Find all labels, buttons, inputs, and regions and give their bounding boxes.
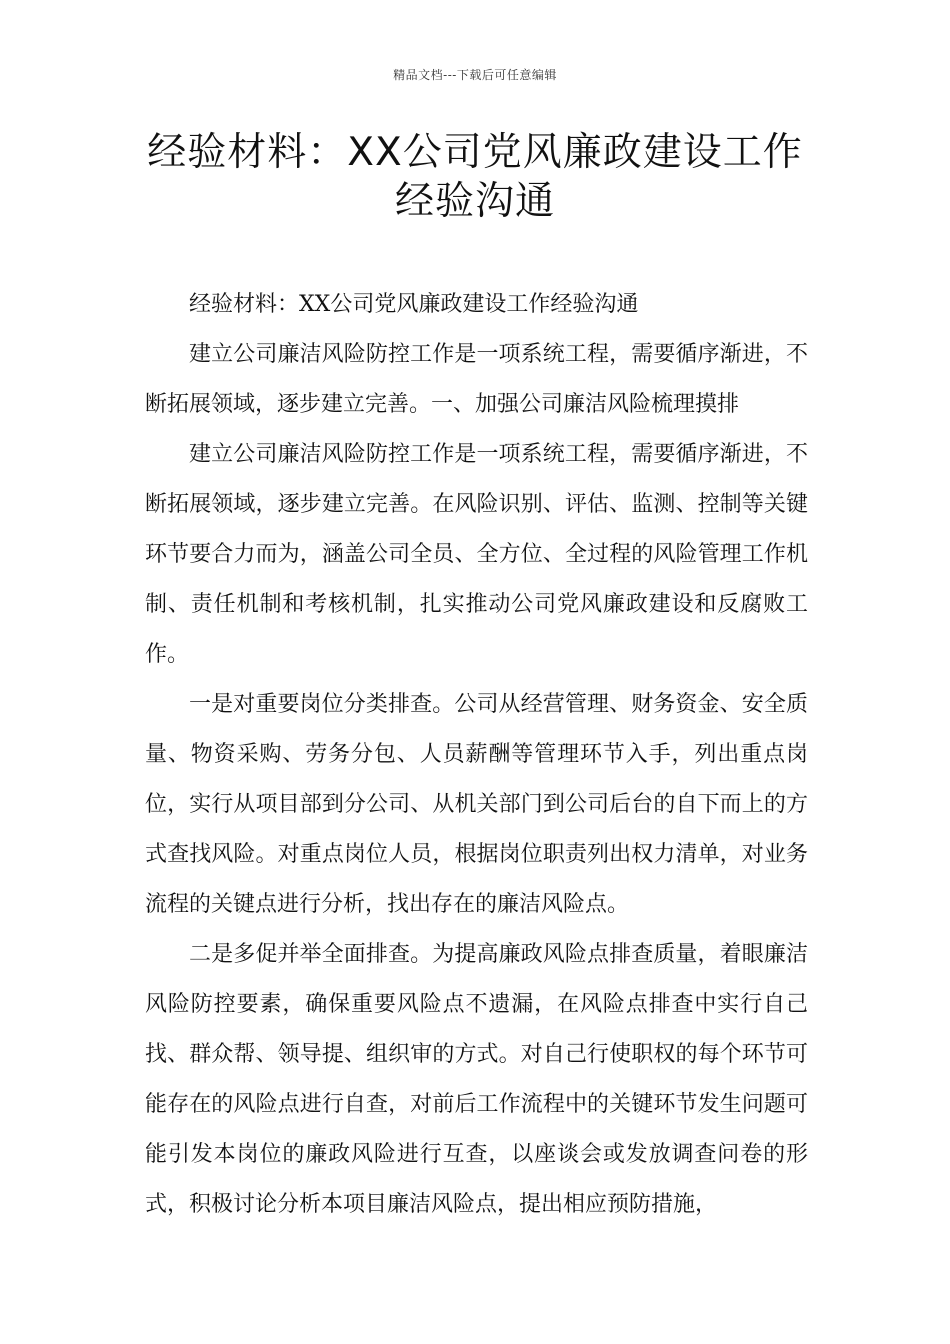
body-paragraph: 经验材料：XX公司党风廉政建设工作经验沟通 [189,292,639,317]
document-title: 经验材料：XX公司党风廉政建设工作经验沟通 [147,130,803,224]
body-paragraph: 建立公司廉洁风险防控工作是一项系统工程，需要循序渐进，不断拓展领域，逐步建立完善。一、加强公司廉洁风险梳理摸排 [145,342,808,417]
body-paragraph: 建立公司廉洁风险防控工作是一项系统工程，需要循序渐进，不断拓展领域，逐步建立完善。在风险识别、评估、监测、控制等关键环节要合力而为，涵盖公司全员、全方位、全过程的风险管理工作机制、责任机制和考核机制，扎实推动公司党风廉政建设和反腐败工作。 [145,442,808,667]
body-paragraph: 一是对重要岗位分类排查。公司从经营管理、财务资金、安全质量、物资采购、劳务分包、人员薪酬等管理环节入手，列出重点岗位，实行从项目部到分公司、从机关部门到公司后台的自下而上的方式查找风险。对重点岗位人员，根据岗位职责列出权力清单，对业务流程的关键点进行分析，找出存在的廉洁风险点。 [145,692,808,917]
body-paragraph: 二是多促并举全面排查。为提高廉政风险点排查质量，着眼廉洁风险防控要素，确保重要风险点不遗漏，在风险点排查中实行自己找、群众帮、领导提、组织审的方式。对自己行使职权的每个环节可能存在的风险点进行自查，对前后工作流程中的关键环节发生问题可能引发本岗位的廉政风险进行互查，以座谈会或发放调查问卷的形式，积极讨论分析本项目廉洁风险点，提出相应预防措施， [145,942,808,1217]
document-body [145,280,808,1230]
header-note: 精品文档---下载后可任意编辑 [393,68,557,82]
